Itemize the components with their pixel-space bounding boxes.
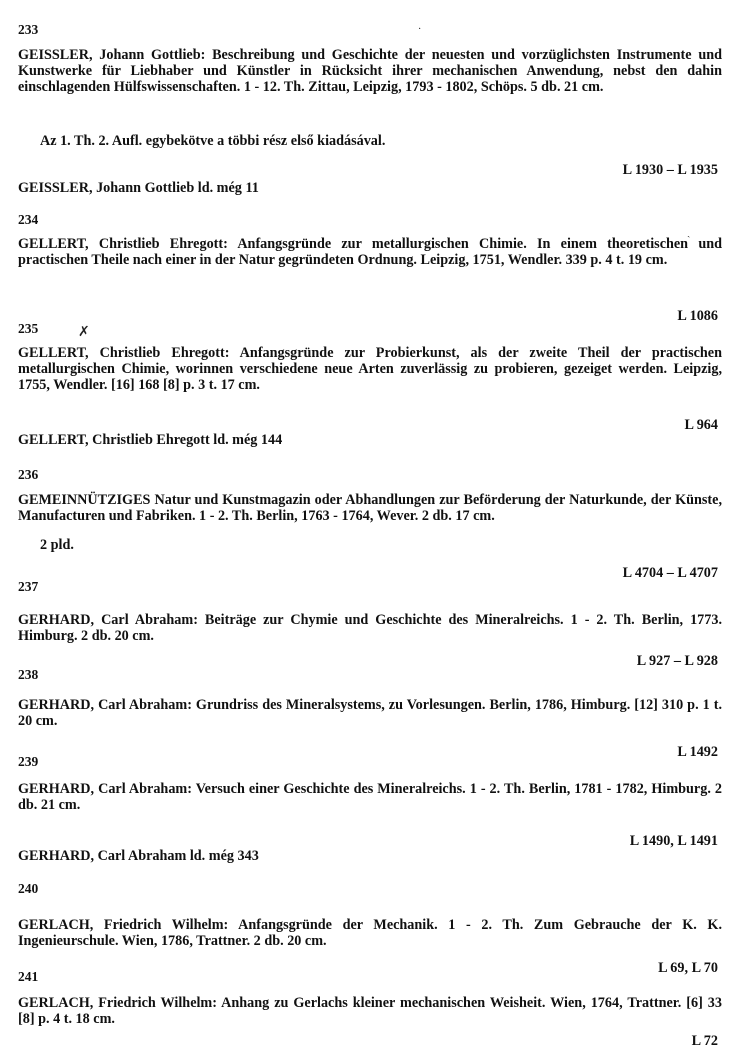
- entry-signature: L 72: [691, 1033, 718, 1049]
- entry-signature: L 1086: [677, 308, 718, 324]
- entry-note: 2 pld.: [40, 537, 74, 553]
- entry-number: 239: [18, 754, 39, 769]
- entry-signature: L 1930 – L 1935: [622, 162, 718, 178]
- entry-number: 236: [18, 467, 39, 482]
- entry-signature: L 927 – L 928: [636, 653, 718, 669]
- entry-signature: L 1490, L 1491: [629, 833, 718, 849]
- entry-note: Az 1. Th. 2. Aufl. egybekötve a többi rész első kiadásával.: [40, 133, 386, 149]
- entry-text: GERHARD, Carl Abraham: Versuch einer Geschichte des Mineralreichs. 1 - 2. Th. Berlin, 1781 - 1782, Himburg. 2 db. 21 cm.: [18, 781, 722, 814]
- print-speck: ·: [418, 24, 422, 35]
- entry-signature: L 1492: [677, 744, 718, 760]
- entry-number: 234: [18, 212, 39, 227]
- entry-number: 235: [18, 321, 39, 336]
- entry-text: GEMEINNÜTZIGES Natur und Kunstmagazin oder Abhandlungen zur Beförderung der Naturkunde, der Künste, Manufacturen und Fabriken. 1 - 2. Th. Berlin, 1763 - 1764, Wever. 2 db. 17 cm.: [18, 492, 722, 525]
- handwritten-mark: ✗: [78, 325, 90, 340]
- cross-reference: GERHARD, Carl Abraham ld. még 343: [18, 848, 259, 864]
- entry-number: 237: [18, 579, 39, 594]
- entry-signature: L 964: [684, 417, 718, 433]
- entry-number: 233: [18, 22, 39, 37]
- entry-text: GELLERT, Christlieb Ehregott: Anfangsgründe zur Probierkunst, als der zweite Theil der practischen metallurgischen Chimie, worinnen verschiedene neue Arten zuverlässig zu probieren, gezeiget werden. Leipzig, 1755, Wendler. [16] 168 [8] p. 3 t. 17 cm.: [18, 345, 722, 394]
- entry-signature: L 69, L 70: [658, 960, 718, 976]
- entry-text: GERLACH, Friedrich Wilhelm: Anfangsgründe der Mechanik. 1 - 2. Th. Zum Gebrauche der K. K. Ingenieurschule. Wien, 1786, Trattner. 2 db. 20 cm.: [18, 917, 722, 950]
- print-speck: ˎ: [687, 227, 691, 238]
- entry-text: GERHARD, Carl Abraham: Grundriss des Mineralsystems, zu Vorlesungen. Berlin, 1786, Himburg. [12] 310 p. 1 t. 20 cm.: [18, 697, 722, 730]
- cross-reference: GELLERT, Christlieb Ehregott ld. még 144: [18, 432, 283, 448]
- entry-number: 240: [18, 881, 39, 896]
- entry-text: GEISSLER, Johann Gottlieb: Beschreibung und Geschichte der neuesten und vorzüglichsten Instrumente und Kunstwerke für Liebhaber und Künstler in Rücksicht ihrer mechanischen Anwendung, nebst den dahin einschlagenden Hülfswissenschaften. 1 - 12. Th. Zittau, Leipzig, 1793 - 1802, Schöps. 5 db. 21 cm.: [18, 47, 722, 96]
- entry-number: 241: [18, 969, 39, 984]
- entry-number: 238: [18, 667, 39, 682]
- entry-text: GERHARD, Carl Abraham: Beiträge zur Chymie und Geschichte des Mineralreichs. 1 - 2. Th. Berlin, 1773. Himburg. 2 db. 20 cm.: [18, 612, 722, 645]
- cross-reference: GEISSLER, Johann Gottlieb ld. még 11: [18, 180, 259, 196]
- entry-text: GERLACH, Friedrich Wilhelm: Anhang zu Gerlachs kleiner mechanischen Weisheit. Wien, 1764, Trattner. [6] 33 [8] p. 4 t. 18 cm.: [18, 995, 722, 1028]
- entry-text: GELLERT, Christlieb Ehregott: Anfangsgründe zur metallurgischen Chimie. In einem theoretischen und practischen Theile nach einer in der Natur gegründeten Ordnung. Leipzig, 1751, Wendler. 339 p. 4 t. 19 cm.: [18, 236, 722, 269]
- entry-signature: L 4704 – L 4707: [622, 565, 718, 581]
